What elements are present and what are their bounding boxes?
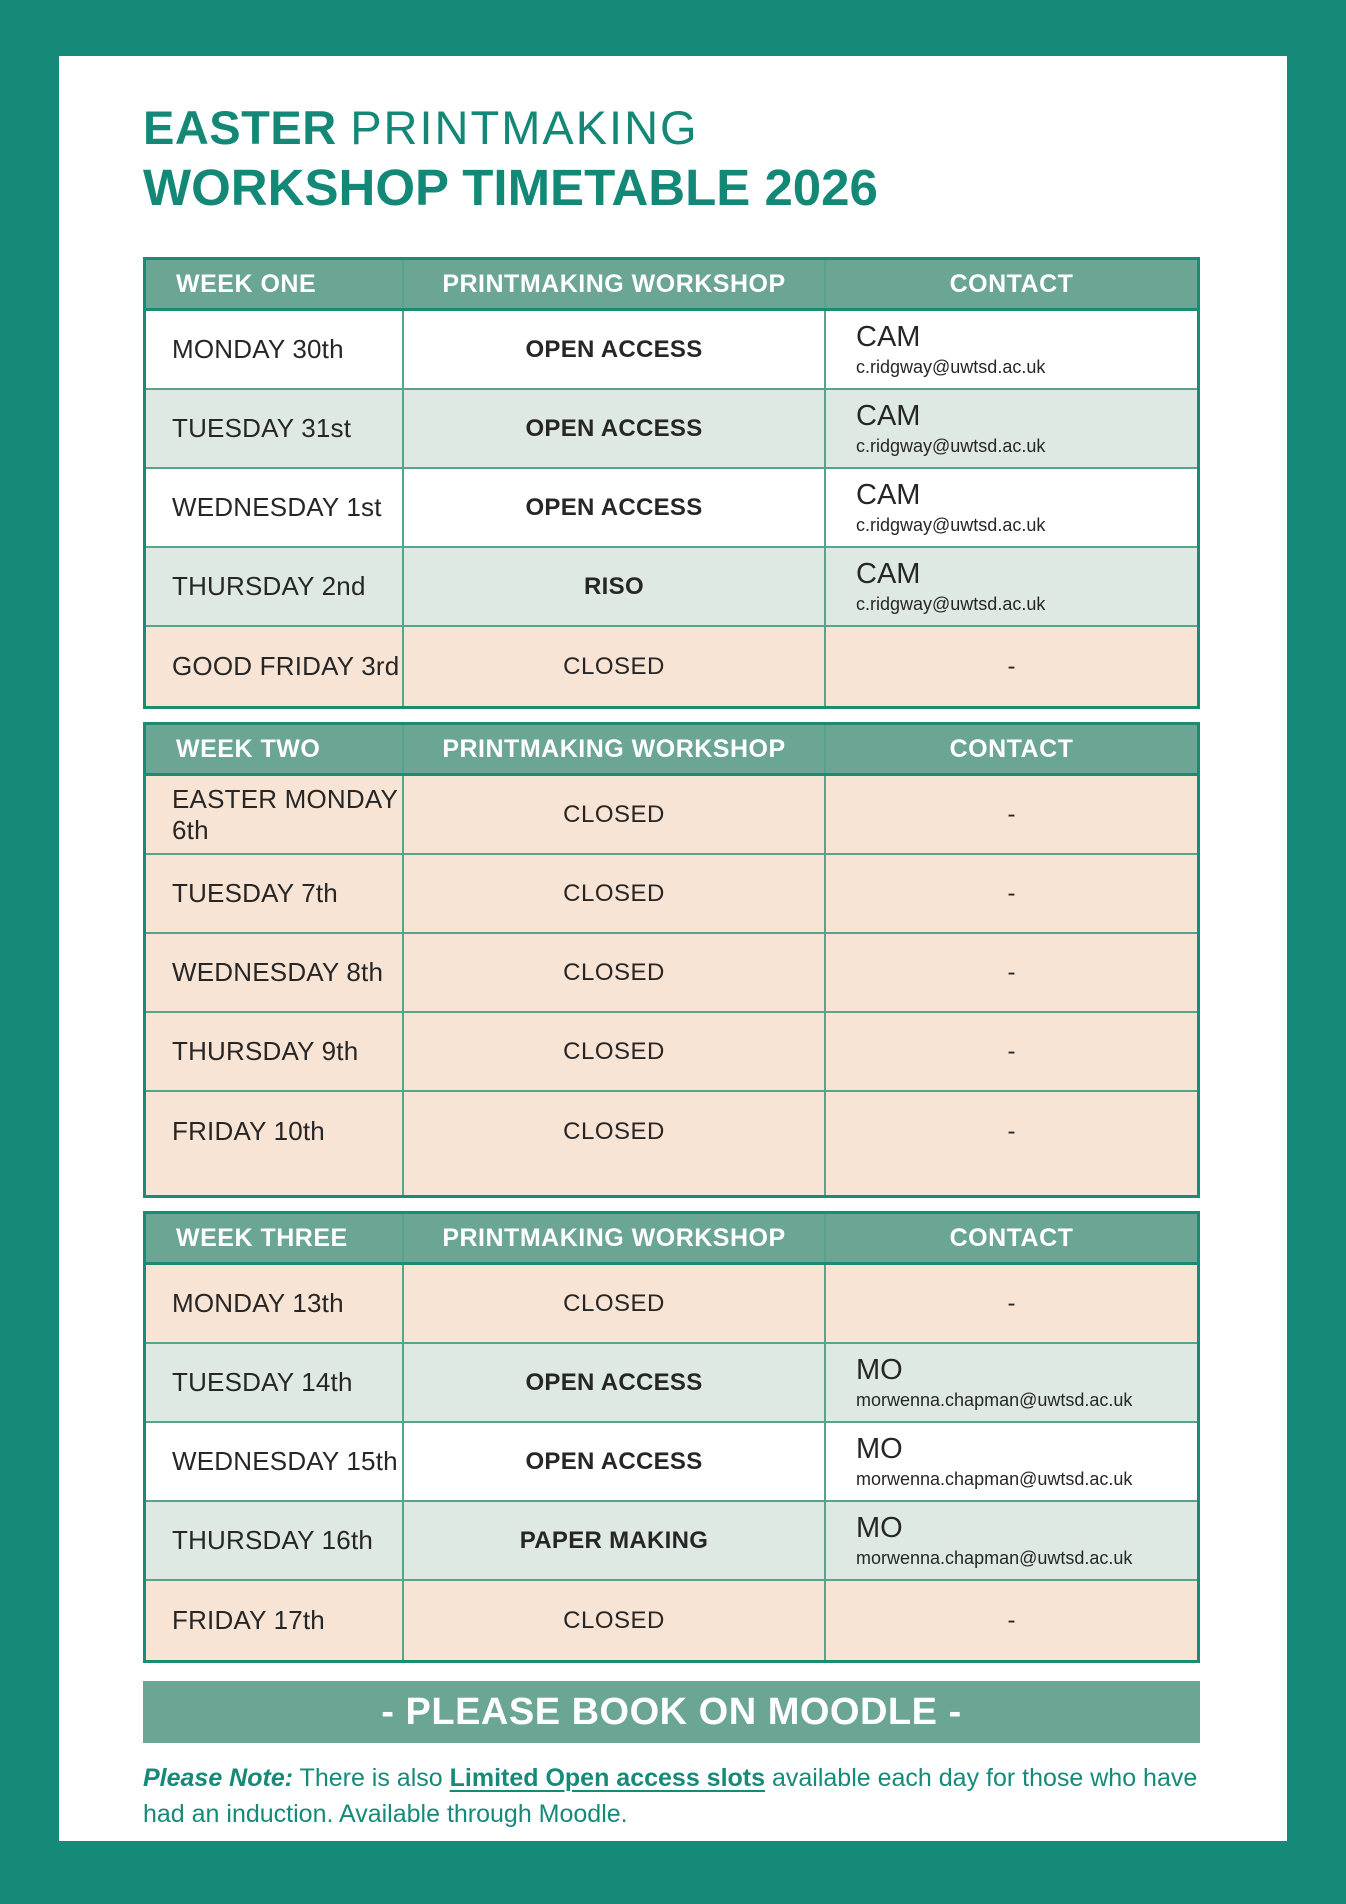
- table-row: [146, 855, 1197, 934]
- table-row: [146, 469, 1197, 548]
- please-note-text: [143, 1761, 1200, 1832]
- table-row: [146, 548, 1197, 627]
- table-row: [146, 1502, 1197, 1581]
- contact-name: CAM: [856, 478, 921, 511]
- day-cell: FRIDAY 17th: [146, 1581, 404, 1660]
- workshop-cell: [404, 934, 826, 1011]
- table-row: [146, 776, 1197, 855]
- table-row: [146, 1423, 1197, 1502]
- workshop-label: CLOSED: [563, 1606, 665, 1634]
- contact-email: morwenna.chapman@uwtsd.ac.uk: [856, 1390, 1133, 1411]
- day-cell: WEDNESDAY 8th: [146, 934, 404, 1011]
- workshop-label: RISO: [584, 572, 644, 600]
- workshop-label: OPEN ACCESS: [525, 414, 703, 442]
- workshop-label: CLOSED: [563, 1037, 665, 1065]
- contact-cell: -: [1007, 800, 1016, 828]
- day-cell: THURSDAY 9th: [146, 1013, 404, 1090]
- title-easter: EASTER: [143, 101, 337, 154]
- contact-cell: [826, 1502, 1197, 1579]
- day-cell: FRIDAY 10th: [146, 1092, 404, 1195]
- contact-name: CAM: [856, 399, 921, 432]
- table-row: [146, 1344, 1197, 1423]
- book-on-moodle-banner: - PLEASE BOOK ON MOODLE -: [143, 1681, 1200, 1743]
- workshop-cell: [404, 1502, 826, 1579]
- week-two-header-row: [146, 725, 1197, 776]
- workshop-cell: [404, 548, 826, 625]
- day-cell: TUESDAY 14th: [146, 1344, 404, 1421]
- day-cell: TUESDAY 7th: [146, 855, 404, 932]
- table-row: [146, 1265, 1197, 1344]
- note-prefix: Please Note:: [143, 1764, 294, 1792]
- week-label-header: WEEK TWO: [146, 725, 404, 773]
- workshop-cell: [404, 311, 826, 388]
- contact-email: c.ridgway@uwtsd.ac.uk: [856, 594, 1046, 615]
- workshop-label: OPEN ACCESS: [525, 1368, 703, 1396]
- table-row: [146, 1013, 1197, 1092]
- contact-column-header: CONTACT: [949, 1223, 1074, 1252]
- workshop-cell: [404, 627, 826, 706]
- workshop-cell: [404, 1092, 826, 1195]
- table-row: [146, 1092, 1197, 1195]
- table-row: [146, 1581, 1197, 1660]
- workshop-column-header: PRINTMAKING WORKSHOP: [404, 725, 826, 773]
- contact-cell: -: [1007, 1606, 1016, 1634]
- page-title-line1: [143, 100, 1200, 155]
- day-cell: MONDAY 13th: [146, 1265, 404, 1342]
- day-cell: WEDNESDAY 1st: [146, 469, 404, 546]
- table-row: [146, 390, 1197, 469]
- day-cell: TUESDAY 31st: [146, 390, 404, 467]
- workshop-column-header: PRINTMAKING WORKSHOP: [404, 260, 826, 308]
- title-printmaking: PRINTMAKING: [350, 101, 699, 154]
- week-label-header: WEEK THREE: [146, 1214, 404, 1262]
- workshop-column-header: PRINTMAKING WORKSHOP: [404, 1214, 826, 1262]
- poster-content: [59, 56, 1200, 1832]
- workshop-cell: [404, 390, 826, 467]
- note-before-link: There is also: [293, 1764, 450, 1792]
- contact-cell: -: [1007, 958, 1016, 986]
- workshop-label: OPEN ACCESS: [525, 1447, 703, 1475]
- page-title-line2: WORKSHOP TIMETABLE 2026: [143, 159, 878, 216]
- contact-cell: [826, 311, 1197, 388]
- workshop-label: CLOSED: [563, 958, 665, 986]
- contact-column-header: CONTACT: [949, 734, 1074, 763]
- day-cell: THURSDAY 16th: [146, 1502, 404, 1579]
- day-cell: THURSDAY 2nd: [146, 548, 404, 625]
- contact-name: CAM: [856, 320, 921, 353]
- limited-open-access-link[interactable]: Limited Open access slots: [449, 1764, 766, 1792]
- day-cell: GOOD FRIDAY 3rd: [146, 627, 404, 706]
- contact-cell: -: [1007, 1037, 1016, 1065]
- day-cell: MONDAY 30th: [146, 311, 404, 388]
- contact-name: MO: [856, 1511, 903, 1544]
- contact-cell: [826, 390, 1197, 467]
- table-row: [146, 934, 1197, 1013]
- contact-cell: [826, 548, 1197, 625]
- contact-column-header: CONTACT: [949, 269, 1074, 298]
- contact-cell: [826, 1344, 1197, 1421]
- day-cell: EASTER MONDAY 6th: [146, 776, 404, 853]
- poster-page: [59, 56, 1287, 1841]
- week-three-table: [143, 1211, 1200, 1663]
- week-two-table: [143, 722, 1200, 1198]
- workshop-cell: [404, 1423, 826, 1500]
- contact-email: morwenna.chapman@uwtsd.ac.uk: [856, 1548, 1133, 1569]
- contact-email: c.ridgway@uwtsd.ac.uk: [856, 436, 1046, 457]
- workshop-label: PAPER MAKING: [519, 1526, 709, 1554]
- contact-name: CAM: [856, 557, 921, 590]
- contact-cell: [826, 469, 1197, 546]
- workshop-cell: [404, 1013, 826, 1090]
- contact-email: c.ridgway@uwtsd.ac.uk: [856, 357, 1046, 378]
- workshop-cell: [404, 1344, 826, 1421]
- workshop-cell: [404, 855, 826, 932]
- contact-cell: -: [1007, 879, 1016, 907]
- note-after-link: available each day for those who have had an induction. Available through Moodle.: [143, 1764, 1198, 1828]
- workshop-label: CLOSED: [563, 1117, 665, 1145]
- workshop-label: CLOSED: [563, 652, 665, 680]
- day-cell: WEDNESDAY 15th: [146, 1423, 404, 1500]
- week-one-table: [143, 257, 1200, 709]
- contact-cell: [826, 1423, 1197, 1500]
- week-label-header: WEEK ONE: [146, 260, 404, 308]
- contact-name: MO: [856, 1432, 903, 1465]
- workshop-label: OPEN ACCESS: [525, 493, 703, 521]
- contact-name: MO: [856, 1353, 903, 1386]
- workshop-label: CLOSED: [563, 800, 665, 828]
- contact-email: morwenna.chapman@uwtsd.ac.uk: [856, 1469, 1133, 1490]
- workshop-label: OPEN ACCESS: [525, 335, 703, 363]
- week-three-header-row: [146, 1214, 1197, 1265]
- workshop-cell: [404, 1581, 826, 1660]
- contact-cell: -: [1007, 1289, 1016, 1317]
- contact-cell: -: [1007, 652, 1016, 680]
- table-row: [146, 311, 1197, 390]
- contact-cell: -: [1007, 1117, 1016, 1145]
- workshop-label: CLOSED: [563, 879, 665, 907]
- workshop-cell: [404, 776, 826, 853]
- workshop-label: CLOSED: [563, 1289, 665, 1317]
- workshop-cell: [404, 469, 826, 546]
- table-row: [146, 627, 1197, 706]
- week-one-header-row: [146, 260, 1197, 311]
- workshop-cell: [404, 1265, 826, 1342]
- contact-email: c.ridgway@uwtsd.ac.uk: [856, 515, 1046, 536]
